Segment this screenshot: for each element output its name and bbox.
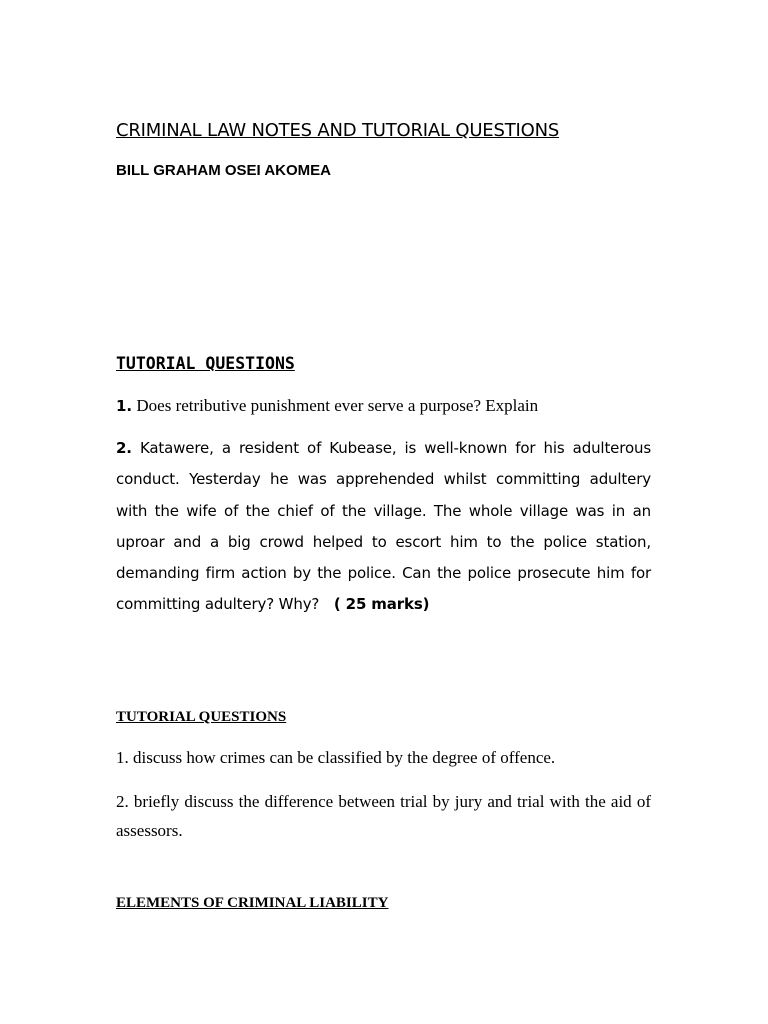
section-heading-tutorial-questions-1: TUTORIAL QUESTIONS [116, 354, 295, 373]
section-heading-tutorial-questions-2: TUTORIAL QUESTIONS [116, 709, 287, 725]
section-heading-elements-of-criminal-liability: ELEMENTS OF CRIMINAL LIABILITY [116, 895, 389, 911]
question-marks: ( 25 marks) [333, 595, 430, 614]
question-item: 1. discuss how crimes can be classified by the degree of offence. [116, 748, 556, 767]
question-number: 2. [116, 439, 132, 457]
question-number: 1. [116, 397, 133, 415]
author-name: BILL GRAHAM OSEI AKOMEA [116, 162, 332, 179]
question-2 [116, 433, 651, 621]
document-title: CRIMINAL LAW NOTES AND TUTORIAL QUESTIONS [116, 120, 560, 141]
question-text: Does retributive punishment ever serve a purpose? Explain [136, 396, 539, 415]
question-item: 2. briefly discuss the difference between trial by jury and trial with the aid of assessors. [116, 792, 651, 840]
question-text: Katawere, a resident of Kubease, is well-known for his adulterous conduct. Yesterday he was apprehended whilst committing adultery with the wife of the chief of the village. The whole village was in an uproar and a big crowd helped to escort him to the police station, demanding firm action by the police. Can the police prosecute him for committing adultery? Why? [116, 439, 651, 614]
question-1 [116, 396, 651, 416]
